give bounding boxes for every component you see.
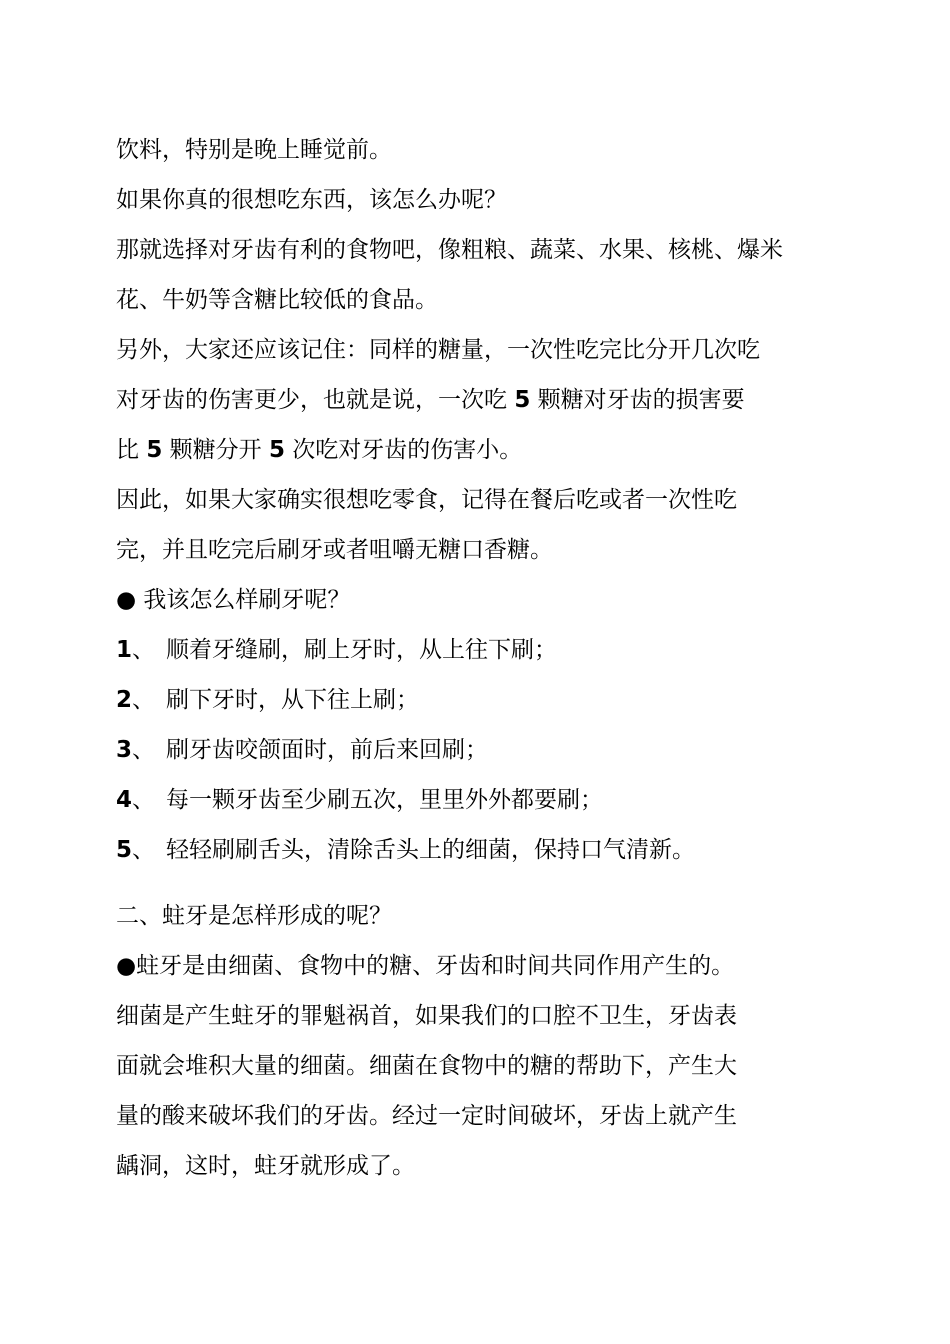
number-five: 5 <box>146 437 163 463</box>
text-line: 花、牛奶等含糖比较低的食品。 <box>116 287 438 313</box>
list-item <box>116 825 816 875</box>
step-separator: 、 <box>132 737 156 763</box>
bullet-text: 蛀牙是由细菌、食物中的糖、牙齿和时间共同作用产生的。 <box>136 953 735 979</box>
text-line: 龋洞，这时，蛀牙就形成了。 <box>116 1153 415 1179</box>
step-number: 3 <box>116 737 133 763</box>
text-segment: 颗糖对牙齿的损害要 <box>537 387 745 413</box>
section-heading: 二、蛀牙是怎样形成的呢？ <box>116 903 392 929</box>
step-text: 刷下牙时，从下往上刷； <box>166 687 419 713</box>
step-separator: 、 <box>132 787 156 813</box>
number-five: 5 <box>514 387 531 413</box>
text-line: 完，并且吃完后刷牙或者咀嚼无糖口香糖。 <box>116 537 553 563</box>
text-line: 面就会堆积大量的细菌。细菌在食物中的糖的帮助下，产生大 <box>116 1053 737 1079</box>
list-item <box>116 775 816 825</box>
step-number: 1 <box>116 637 133 663</box>
bullet-heading <box>116 575 816 625</box>
step-text: 每一颗牙齿至少刷五次，里里外外都要刷； <box>166 787 603 813</box>
bullet-icon: ● <box>116 587 137 613</box>
step-text: 轻轻刷刷舌头，清除舌头上的细菌，保持口气清新。 <box>166 837 695 863</box>
text-segment: 颗糖分开 <box>169 437 262 463</box>
list-item <box>116 725 816 775</box>
step-text: 顺着牙缝刷，刷上牙时，从上往下刷； <box>166 637 557 663</box>
list-item <box>116 625 816 675</box>
bullet-paragraph <box>116 941 816 991</box>
text-segment: 次吃对牙齿的伤害小。 <box>292 437 523 463</box>
text-line: 量的酸来破坏我们的牙齿。经过一定时间破坏，牙齿上就产生 <box>116 1103 737 1129</box>
text-line: 另外，大家还应该记住：同样的糖量，一次性吃完比分开几次吃 <box>116 337 760 363</box>
spacer <box>116 875 816 891</box>
text-line: 细菌是产生蛀牙的罪魁祸首，如果我们的口腔不卫生，牙齿表 <box>116 1003 737 1029</box>
text-line: 那就选择对牙齿有利的食物吧，像粗粮、蔬菜、水果、核桃、爆米 <box>116 237 783 263</box>
document-page <box>116 125 816 1191</box>
text-segment: 比 <box>116 437 139 463</box>
step-separator: 、 <box>132 637 156 663</box>
text-line: 因此，如果大家确实很想吃零食，记得在餐后吃或者一次性吃 <box>116 487 737 513</box>
number-five: 5 <box>268 437 285 463</box>
text-line: 饮料，特别是晚上睡觉前。 <box>116 137 392 163</box>
text-line <box>116 375 816 425</box>
text-segment: 对牙齿的伤害更少，也就是说，一次吃 <box>116 387 507 413</box>
bullet-heading-text: 我该怎么样刷牙呢？ <box>143 587 351 613</box>
step-number: 2 <box>116 687 133 713</box>
bullet-icon: ● <box>116 953 137 979</box>
text-line <box>116 425 816 475</box>
step-number: 4 <box>116 787 133 813</box>
step-number: 5 <box>116 837 133 863</box>
step-text: 刷牙齿咬颌面时，前后来回刷； <box>166 737 488 763</box>
list-item <box>116 675 816 725</box>
text-line: 如果你真的很想吃东西，该怎么办呢？ <box>116 187 507 213</box>
step-separator: 、 <box>132 687 156 713</box>
step-separator: 、 <box>132 837 156 863</box>
